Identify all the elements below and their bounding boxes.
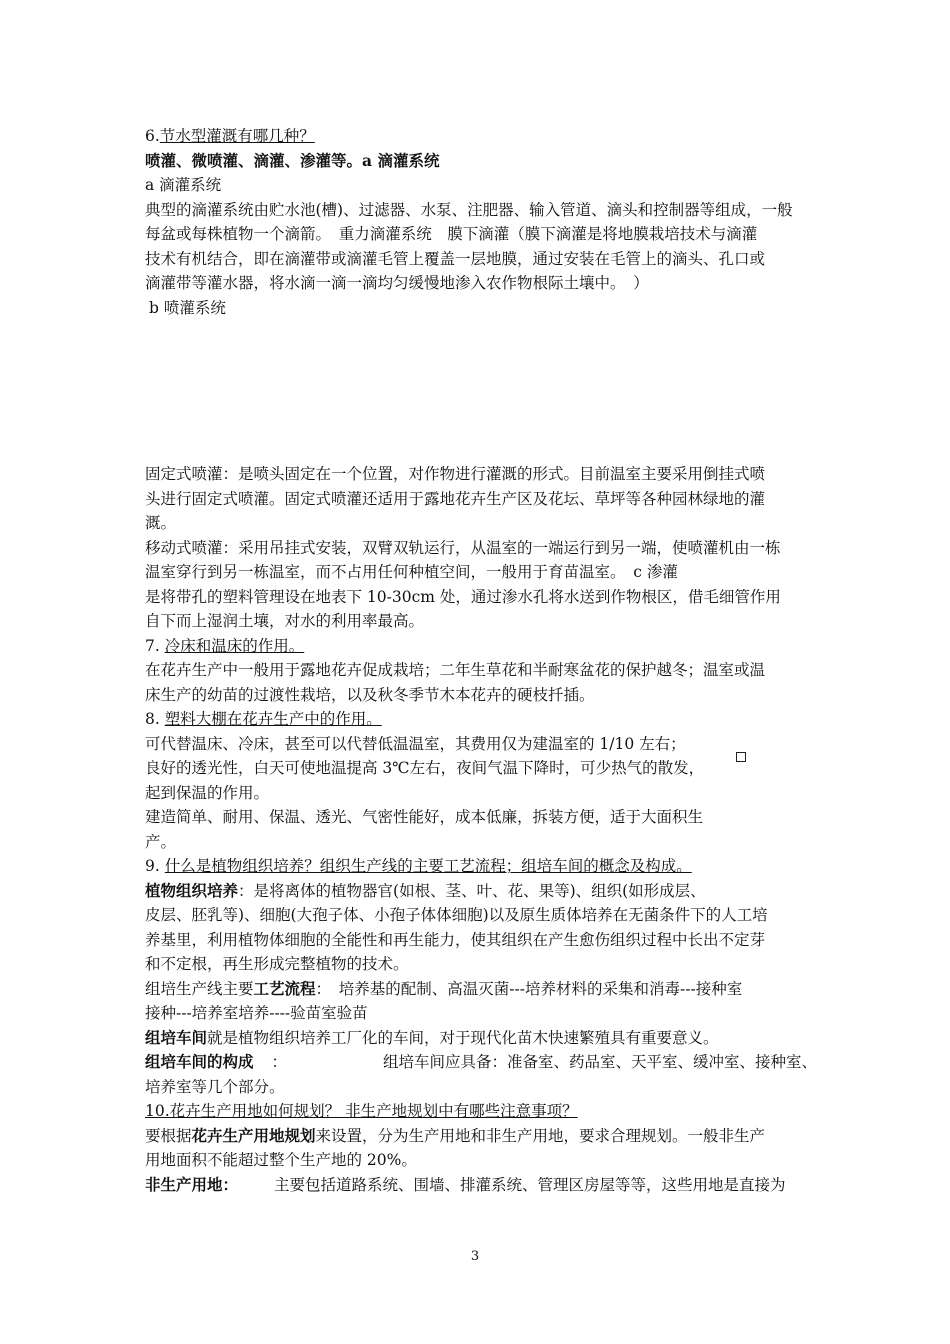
workshop-line [145, 1026, 810, 1051]
drip-heading: a 滴灌系统 [145, 176, 222, 194]
paragraph-line: 移动式喷灌：采用吊挂式安装，双臂双轨运行，从温室的一端运行到另一端，使喷灌机由一栋 [145, 538, 781, 557]
checkbox-square-icon [736, 752, 746, 762]
composition-term: 组培车间的构成 [145, 1052, 254, 1071]
spray-heading: b 喷灌系统 [149, 298, 226, 317]
paragraph-line: 头进行固定式喷灌。固定式喷灌还适用于露地花卉生产区及花坛、草坪等各种园林绿地的灌 [145, 489, 766, 508]
paragraph-line: 用地面积不能超过整个生产地的 20%。 [145, 1151, 417, 1169]
paragraph-line: 固定式喷灌：是喷头固定在一个位置，对作物进行灌溉的形式。目前温室主要采用倒挂式喷 [145, 465, 766, 483]
paragraph-line: 培养室等几个部分。 [145, 1077, 285, 1096]
question-title: 节水型灌溉有哪几种？ [159, 127, 315, 145]
paragraph-line: 溉。 [145, 514, 177, 532]
process-flow-line [145, 977, 810, 1002]
paragraph-line: 和不定根，再生形成完整植物的技术。 [145, 955, 409, 973]
blank-gap [145, 320, 810, 462]
paragraph-line: 技术有机结合，即在滴灌带或滴灌毛管上覆盖一层地膜，通过安装在毛管上的滴头、孔口或 [145, 249, 766, 268]
question-8-heading [145, 707, 810, 732]
paragraph-line: 皮层、胚乳等)、细胞(大孢子体、小孢子体体细胞)以及原生质体培养在无菌条件下的人工培 [145, 906, 768, 924]
answer-summary: 喷灌、微喷灌、滴灌、渗灌等。a 滴灌系统 [145, 150, 440, 170]
paragraph-line: 良好的透光性，白天可使地温提高 3℃左右，夜间气温下降时，可少热气的散发， [145, 759, 705, 777]
question-number: 6. [145, 127, 160, 145]
nonprod-term: 非生产用地： [145, 1174, 239, 1194]
paragraph-line: 产。 [145, 832, 177, 851]
process-flow-term: 工艺流程 [253, 978, 316, 998]
question-title: 塑料大棚在花卉生产中的作用。 [164, 710, 382, 728]
composition-colon: ： [271, 1053, 288, 1071]
land-plan-term: 花卉生产用地规划 [191, 1125, 316, 1145]
paragraph-line: 建造简单、耐用、保温、透光、气密性能好，成本低廉，拆装方便，适于大面积生 [145, 808, 704, 826]
paragraph-line: 每盆或每株植物一个滴箭。 重力滴灌系统 膜下滴灌（膜下滴灌是将地膜栽培技术与滴灌 [145, 225, 758, 243]
question-number: 8. [145, 710, 160, 728]
composition-line [145, 1050, 818, 1075]
page-number: 3 [470, 1249, 480, 1264]
paragraph-line: 在花卉生产中一般用于露地花卉促成栽培；二年生草花和半耐寒盆花的保护越冬；温室或温 [145, 661, 766, 679]
nonprod-line [145, 1173, 810, 1198]
paragraph-line: 滴灌带等灌水器，将水滴一滴一滴均匀缓慢地渗入农作物根际土壤中。 ） [145, 274, 649, 292]
definition-term: 植物组织培养 [145, 880, 239, 900]
paragraph-line: 温室穿行到另一栋温室，而不占用任何种植空间，一般用于育苗温室。 c 渗灌 [145, 563, 678, 581]
paragraph-line: 床生产的幼苗的过渡性栽培，以及秋冬季节木本花卉的硬枝扦插。 [145, 685, 595, 704]
composition-text: 组培车间应具备：准备室、药品室、天平室、缓冲室、接种室、 [383, 1053, 818, 1071]
question-number: 7. [145, 636, 160, 655]
question-number: 9. [145, 857, 160, 875]
land-plan-prefix: 要根据 [145, 1126, 192, 1145]
paragraph-line: 接种---培养室培养----验苗室验苗 [145, 1004, 368, 1022]
workshop-text: 就是植物组织培养工厂化的车间，对于现代化苗木快速繁殖具有重要意义。 [207, 1028, 719, 1047]
paragraph-line: 起到保温的作用。 [145, 783, 270, 802]
process-flow-prefix: 组培生产线主要 [145, 979, 254, 998]
question-10-heading: 10.花卉生产用地如何规划？ 非生产地规划中有哪些注意事项？ [145, 1102, 578, 1120]
page-content [145, 124, 818, 1197]
definition-line [145, 879, 810, 904]
nonprod-text: 主要包括道路系统、围墙、排灌系统、管理区房屋等等，这些用地是直接为 [274, 1175, 786, 1194]
land-plan-line [145, 1124, 810, 1149]
question-6-heading [145, 124, 810, 149]
paragraph-line: 可代替温床、冷床，甚至可以代替低温温室，其费用仅为建温室的 1/10 左右； [145, 734, 686, 753]
question-9-heading [145, 854, 810, 879]
paragraph-line: 自下而上湿润土壤，对水的利用率最高。 [145, 612, 425, 630]
paragraph-line: 是将带孔的塑料管理设在地表下 10-30cm 处，通过渗水孔将水送到作物根区，借毛细管作用 [145, 587, 781, 606]
land-plan-text: 来设置，分为生产用地和非生产用地，要求合理规划。一般非生产 [315, 1126, 766, 1145]
paragraph-line: 养基里，利用植物体细胞的全能性和再生能力，使其组织在产生愈伤组织过程中长出不定芽 [145, 930, 766, 949]
definition-text: ：是将离体的植物器官(如根、茎、叶、花、果等)、组织(如形成层、 [238, 881, 706, 900]
question-title: 冷床和温床的作用。 [164, 636, 305, 655]
process-flow-text: ： 培养基的配制、高温灭菌---培养材料的采集和消毒---接种室 [315, 979, 743, 998]
question-7-heading [145, 634, 810, 659]
paragraph-line: 典型的滴灌系统由贮水池(槽)、过滤器、水泵、注肥器、输入管道、滴头和控制器等组成，一般 [145, 200, 793, 219]
workshop-term: 组培车间 [145, 1027, 208, 1047]
question-title: 什么是植物组织培养？组织生产线的主要工艺流程；组培车间的概念及构成。 [164, 857, 692, 875]
